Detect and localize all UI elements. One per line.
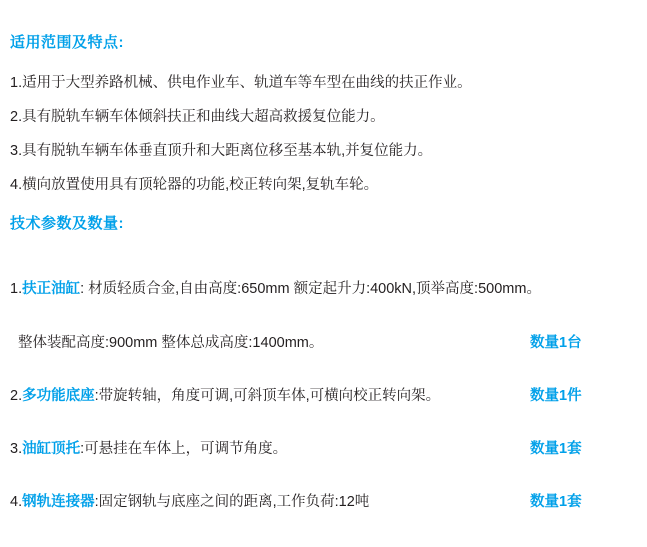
- spec-row: [10, 277, 637, 298]
- spec-separator: :: [94, 388, 99, 404]
- list-item-number: 2.: [10, 109, 23, 125]
- list-item-text: 适用于大型养路机械、供电作业车、轨道车等车型在曲线的扶正作业。: [22, 75, 472, 91]
- list-item-text: 横向放置使用具有顶轮器的功能,校正转向架,复轨车轮。: [22, 177, 379, 193]
- spec-name: 钢轨连接器: [22, 494, 95, 510]
- list-item: [10, 139, 432, 160]
- list-item: [10, 105, 385, 126]
- list-item: [10, 71, 472, 92]
- spec-description: 材质轻质合金,自由高度:650mm 额定起升力:400kN,顶举高度:500mm。: [88, 281, 541, 297]
- spec-separator: :: [94, 494, 99, 510]
- spec-number: 3.: [10, 441, 23, 457]
- list-item-number: 4.: [10, 177, 23, 193]
- spec-name: 油缸顶托: [22, 441, 81, 457]
- spec-number: 2.: [10, 388, 23, 404]
- spec-quantity: 数量1台: [530, 335, 582, 351]
- list-item-number: 1.: [10, 75, 23, 91]
- list-item: [10, 173, 378, 194]
- spec-description: 带旋转轴，角度可调,可斜顶车体,可横向校正转向架。: [98, 388, 441, 404]
- section-heading-specs: 技术参数及数量:: [10, 215, 124, 232]
- spec-name: 多功能底座: [22, 388, 95, 404]
- spec-name: 扶正油缸: [22, 281, 81, 297]
- section-heading-scope: 适用范围及特点:: [10, 34, 124, 51]
- list-item-text: 具有脱轨车辆车体垂直顶升和大距离位移至基本轨,并复位能力。: [22, 143, 433, 159]
- spec-separator: :: [80, 281, 85, 297]
- spec-description: 可悬挂在车体上，可调节角度。: [84, 441, 288, 457]
- spec-separator: :: [80, 441, 85, 457]
- spec-quantity: 数量1件: [530, 388, 582, 404]
- spec-description: 固定钢轨与底座之间的距离,工作负荷:12吨: [98, 494, 370, 510]
- spec-number: 1.: [10, 281, 23, 297]
- spec-quantity: 数量1套: [530, 441, 582, 457]
- spec-quantity: 数量1套: [530, 494, 582, 510]
- spec-number: 4.: [10, 494, 23, 510]
- list-item-text: 具有脱轨车辆车体倾斜扶正和曲线大超高救援复位能力。: [22, 109, 385, 125]
- spec-description-2: 整体装配高度:900mm 整体总成高度:1400mm。: [18, 335, 324, 351]
- list-item-number: 3.: [10, 143, 23, 159]
